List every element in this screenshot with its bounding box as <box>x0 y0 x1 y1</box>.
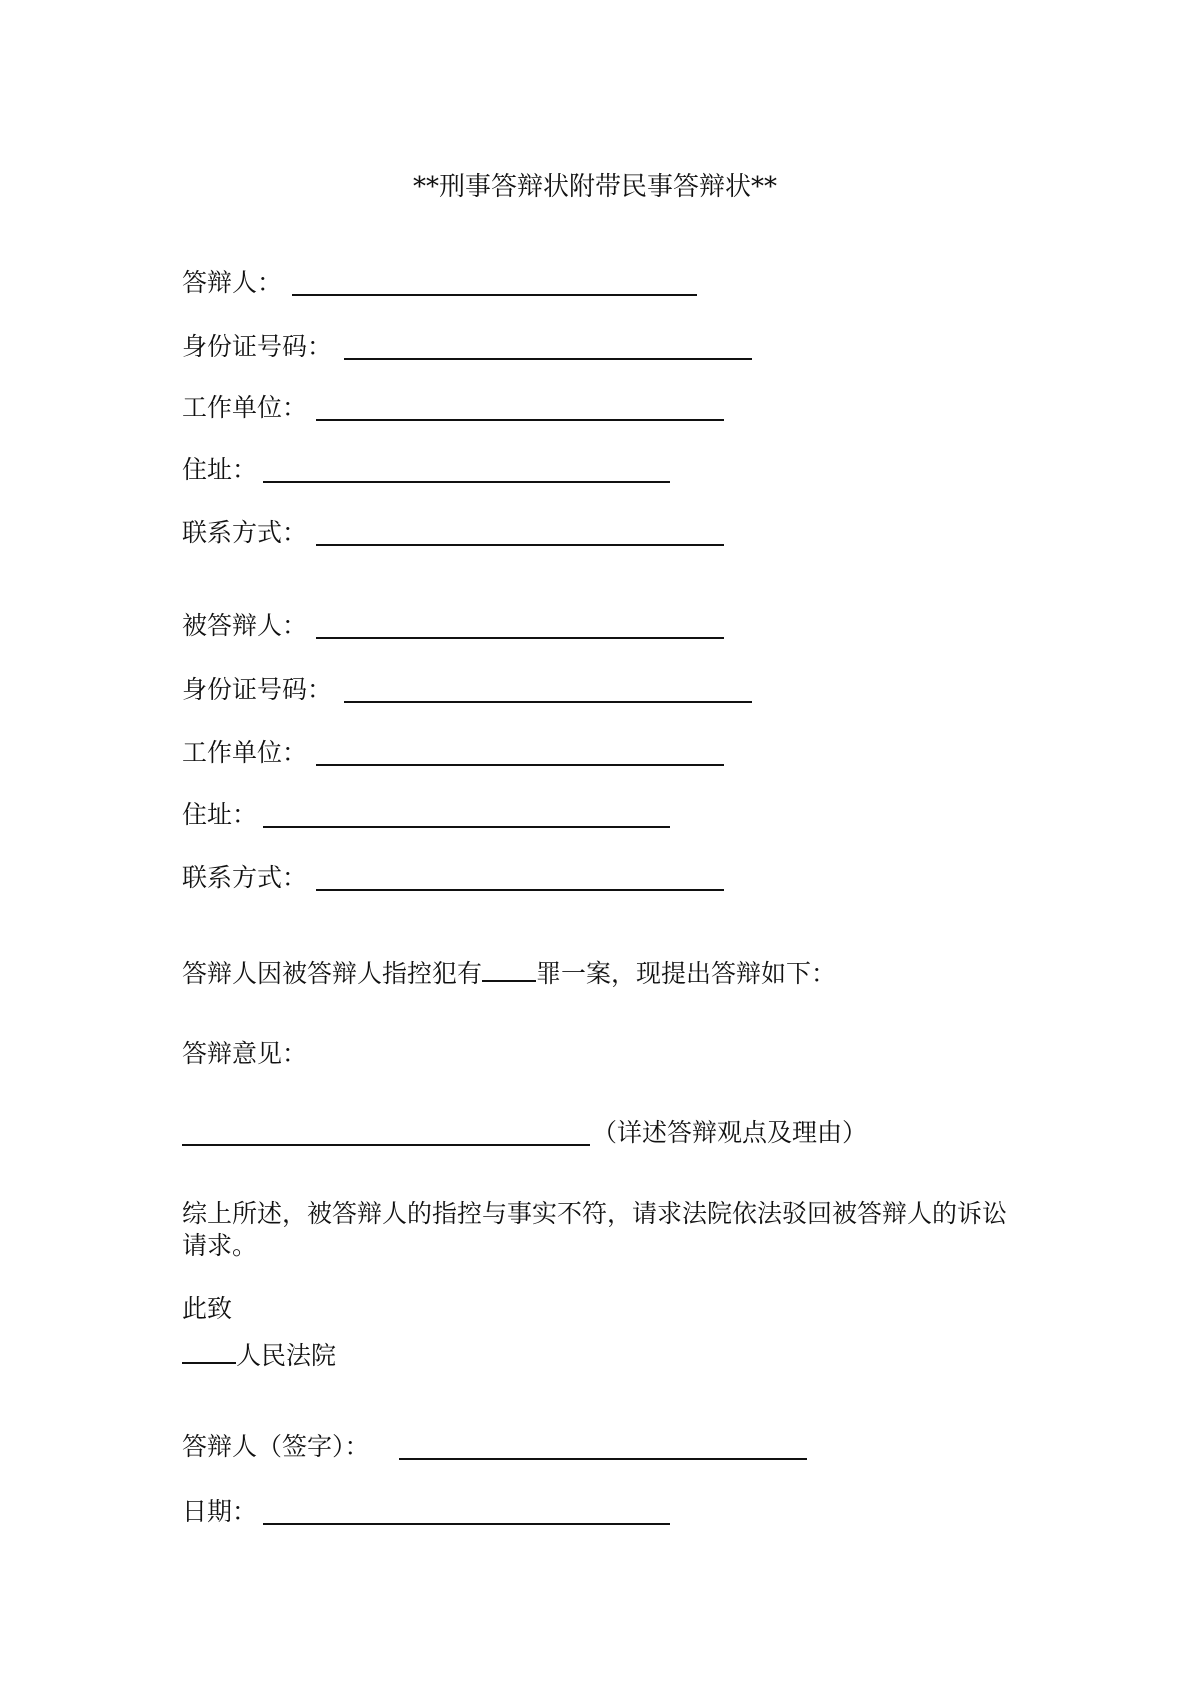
intro-before: 答辩人因被答辩人指控犯有 <box>182 959 483 988</box>
opinion-hint: （详述答辩观点及理由） <box>592 1118 868 1147</box>
respondent-name-blank[interactable] <box>292 294 697 296</box>
court-suffix: 人民法院 <box>236 1341 337 1370</box>
respondent-id-label: 身份证号码： <box>182 332 333 361</box>
crime-blank[interactable] <box>482 958 536 982</box>
closing-to: 此致 <box>182 1294 233 1323</box>
conclusion-paragraph: 综上所述，被答辩人的指控与事实不符，请求法院依法驳回被答辩人的诉讼请求。 <box>182 1199 1008 1260</box>
petitioner-work-blank[interactable] <box>316 764 724 766</box>
petitioner-work-label: 工作单位： <box>182 738 308 767</box>
respondent-work-blank[interactable] <box>316 419 724 421</box>
court-line <box>182 1340 336 1371</box>
petitioner-name-blank[interactable] <box>316 637 724 639</box>
opinion-heading: 答辩意见： <box>182 1039 308 1068</box>
intro-sentence <box>182 958 836 989</box>
respondent-address-label: 住址： <box>182 455 258 484</box>
date-blank[interactable] <box>263 1523 670 1525</box>
respondent-id-blank[interactable] <box>344 358 752 360</box>
signature-label: 答辩人（签字）： <box>182 1432 370 1461</box>
petitioner-name-label: 被答辩人： <box>182 611 308 640</box>
intro-after: 罪一案，现提出答辩如下： <box>536 959 837 988</box>
respondent-address-blank[interactable] <box>263 481 670 483</box>
petitioner-id-label: 身份证号码： <box>182 675 333 704</box>
petitioner-id-blank[interactable] <box>344 701 752 703</box>
petitioner-address-blank[interactable] <box>263 826 670 828</box>
respondent-contact-label: 联系方式： <box>182 518 308 547</box>
respondent-name-label: 答辩人： <box>182 268 283 297</box>
signature-blank[interactable] <box>399 1458 807 1460</box>
petitioner-contact-label: 联系方式： <box>182 863 308 892</box>
respondent-contact-blank[interactable] <box>316 544 724 546</box>
opinion-blank[interactable] <box>182 1144 590 1146</box>
respondent-work-label: 工作单位： <box>182 393 308 422</box>
court-blank[interactable] <box>182 1340 236 1364</box>
date-label: 日期： <box>182 1497 258 1526</box>
petitioner-contact-blank[interactable] <box>316 889 724 891</box>
document-title: **刑事答辩状附带民事答辩状** <box>412 172 777 202</box>
petitioner-address-label: 住址： <box>182 800 258 829</box>
